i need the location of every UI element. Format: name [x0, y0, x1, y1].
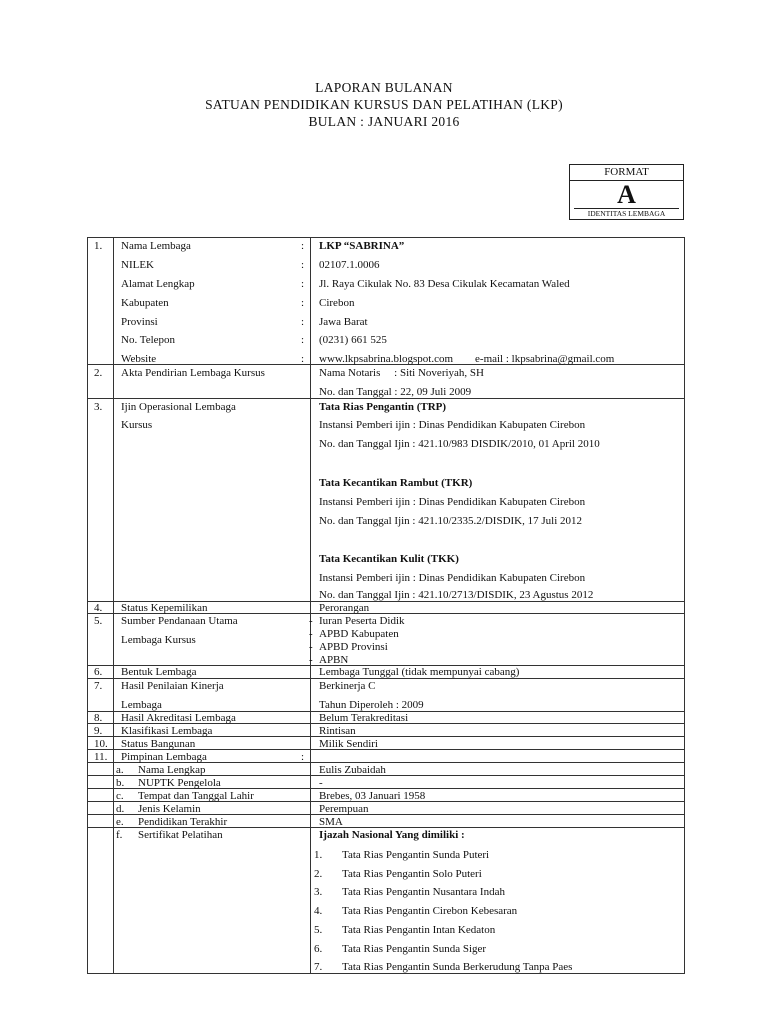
license-heading: Tata Kecantikan Kulit (TKK) — [319, 553, 459, 565]
colon: : — [301, 316, 305, 328]
format-label: FORMAT — [570, 165, 683, 181]
funding-source: APBD Kabupaten — [319, 628, 399, 640]
field-label: Lembaga Kursus — [121, 634, 196, 646]
cert-item: Tata Rias Pengantin Sunda Siger — [342, 943, 487, 955]
cert-item: Tata Rias Pengantin Sunda Puteri — [342, 849, 490, 861]
field-value: No. dan Tanggal : 22, 09 Juli 2009 — [319, 386, 472, 398]
cert-item: Tata Rias Pengantin Cirebon Kebesaran — [342, 905, 518, 917]
field-label: Bentuk Lembaga — [121, 666, 197, 678]
field-label: Sertifikat Pelatihan — [138, 829, 223, 841]
format-box — [569, 164, 684, 220]
row-number: 4. — [94, 602, 103, 614]
field-value: - — [319, 777, 323, 789]
field-label: NILEK — [121, 259, 154, 271]
colon: : — [301, 334, 305, 346]
row-number: 10. — [94, 738, 108, 750]
field-value: Milik Sendiri — [319, 738, 378, 750]
field-label: Nama Lembaga — [121, 240, 191, 252]
field-value: No. dan Tanggal Ijin : 421.10/2713/DISDIK, 23 Agustus 2012 — [319, 589, 594, 601]
bullet-dash: - — [309, 628, 313, 640]
field-value: SMA — [319, 816, 343, 828]
cert-number: 5. — [314, 924, 323, 936]
field-value: (0231) 661 525 — [319, 334, 387, 346]
report-subtitle: SATUAN PENDIDIKAN KURSUS DAN PELATIHAN (LKP) — [205, 97, 563, 112]
field-value: Rintisan — [319, 725, 356, 737]
field-value: LKP “SABRINA” — [319, 240, 405, 252]
cert-heading: Ijazah Nasional Yang dimiliki : — [319, 829, 465, 841]
row-number: 3. — [94, 401, 103, 413]
field-value: Jl. Raya Cikulak No. 83 Desa Cikulak Kecamatan Waled — [319, 278, 570, 290]
field-value: 02107.1.0006 — [319, 259, 380, 271]
field-label: Ijin Operasional Lembaga — [121, 401, 236, 413]
row-number: 2. — [94, 367, 103, 379]
sub-letter: d. — [116, 803, 125, 815]
funding-source: APBD Provinsi — [319, 641, 388, 653]
field-label: Sumber Pendanaan Utama — [121, 615, 238, 627]
field-label: Klasifikasi Lembaga — [121, 725, 213, 737]
field-value: Berkinerja C — [319, 680, 376, 692]
field-label: Lembaga — [121, 699, 162, 711]
sub-letter: e. — [116, 816, 124, 828]
field-label: Hasil Penilaian Kinerja — [121, 680, 224, 692]
cert-item: Tata Rias Pengantin Solo Puteri — [342, 868, 482, 880]
field-value: Tahun Diperoleh : 2009 — [319, 699, 424, 711]
funding-source: Iuran Peserta Didik — [319, 615, 405, 627]
cert-item: Tata Rias Pengantin Intan Kedaton — [342, 924, 496, 936]
colon: : — [301, 297, 305, 309]
license-heading: Tata Rias Pengantin (TRP) — [319, 401, 447, 413]
cert-number: 7. — [314, 961, 323, 973]
license-heading: Tata Kecantikan Rambut (TKR) — [319, 477, 473, 489]
cert-number: 3. — [314, 886, 323, 898]
cert-number: 2. — [314, 868, 323, 880]
colon: : — [301, 751, 305, 763]
cert-number: 4. — [314, 905, 323, 917]
row-number: 7. — [94, 680, 103, 692]
field-value: Belum Terakreditasi — [319, 712, 409, 724]
field-label: Status Kepemilikan — [121, 602, 208, 614]
sub-letter: c. — [116, 790, 124, 802]
bullet-dash: - — [309, 654, 313, 666]
row-divider — [87, 398, 685, 399]
row-number: 9. — [94, 725, 103, 737]
col-divider-value — [310, 237, 311, 974]
cert-number: 6. — [314, 943, 323, 955]
col-divider-no — [113, 237, 114, 974]
field-label: Akta Pendirian Lembaga Kursus — [121, 367, 265, 379]
field-label: Hasil Akreditasi Lembaga — [121, 712, 236, 724]
bullet-dash: - — [309, 641, 313, 653]
format-subtitle: IDENTITAS LEMBAGA — [574, 208, 679, 218]
cert-number: 1. — [314, 849, 323, 861]
field-value: No. dan Tanggal Ijin : 421.10/983 DISDIK/2010, 01 April 2010 — [319, 438, 600, 450]
bullet-dash: - — [309, 615, 313, 627]
field-label: Provinsi — [121, 316, 158, 328]
report-title: LAPORAN BULANAN — [315, 80, 453, 95]
cert-item: Tata Rias Pengantin Nusantara Indah — [342, 886, 505, 898]
colon: : — [301, 353, 305, 365]
cert-item: Tata Rias Pengantin Sunda Berkerudung Tanpa Paes — [342, 961, 573, 973]
field-label: Website — [121, 353, 157, 365]
format-letter: A — [617, 180, 636, 209]
field-value: Instansi Pemberi ijin : Dinas Pendidikan Kabupaten Cirebon — [319, 496, 586, 508]
field-value: Nama Notaris : Siti Noveriyah, SH — [319, 367, 484, 379]
field-value: www.lkpsabrina.blogspot.com e-mail : lkpsabrina@gmail.com — [319, 353, 615, 365]
row-number: 5. — [94, 615, 103, 627]
field-value: Jawa Barat — [319, 316, 368, 328]
row-number: 8. — [94, 712, 103, 724]
field-value: Lembaga Tunggal (tidak mempunyai cabang) — [319, 666, 520, 678]
colon: : — [301, 278, 305, 290]
report-month: BULAN : JANUARI 2016 — [308, 114, 460, 129]
row-divider — [87, 678, 685, 679]
field-label: No. Telepon — [121, 334, 176, 346]
field-label: Nama Lengkap — [138, 764, 206, 776]
sub-letter: a. — [116, 764, 124, 776]
field-label: Kabupaten — [121, 297, 169, 309]
row-number: 6. — [94, 666, 103, 678]
sub-letter: f. — [116, 829, 123, 841]
field-label: Kursus — [121, 419, 153, 431]
field-value: Instansi Pemberi ijin : Dinas Pendidikan Kabupaten Cirebon — [319, 572, 586, 584]
colon: : — [301, 259, 305, 271]
field-value: Eulis Zubaidah — [319, 764, 386, 776]
funding-source: APBN — [319, 654, 349, 666]
field-label: Status Bangunan — [121, 738, 196, 750]
field-label: Pimpinan Lembaga — [121, 751, 207, 763]
colon: : — [301, 240, 305, 252]
sub-letter: b. — [116, 777, 125, 789]
field-label: NUPTK Pengelola — [138, 777, 221, 789]
row-number: 11. — [94, 751, 108, 763]
field-value: No. dan Tanggal Ijin : 421.10/2335.2/DISDIK, 17 Juli 2012 — [319, 515, 583, 527]
field-value: Instansi Pemberi ijin : Dinas Pendidikan Kabupaten Cirebon — [319, 419, 586, 431]
field-label: Tempat dan Tanggal Lahir — [138, 790, 254, 802]
row-number: 1. — [94, 240, 103, 252]
field-label: Jenis Kelamin — [138, 803, 201, 815]
field-value: Brebes, 03 Januari 1958 — [319, 790, 426, 802]
field-value: Perempuan — [319, 803, 369, 815]
field-label: Pendidikan Terakhir — [138, 816, 228, 828]
field-value: Cirebon — [319, 297, 355, 309]
field-value: Perorangan — [319, 602, 370, 614]
field-label: Alamat Lengkap — [121, 278, 195, 290]
